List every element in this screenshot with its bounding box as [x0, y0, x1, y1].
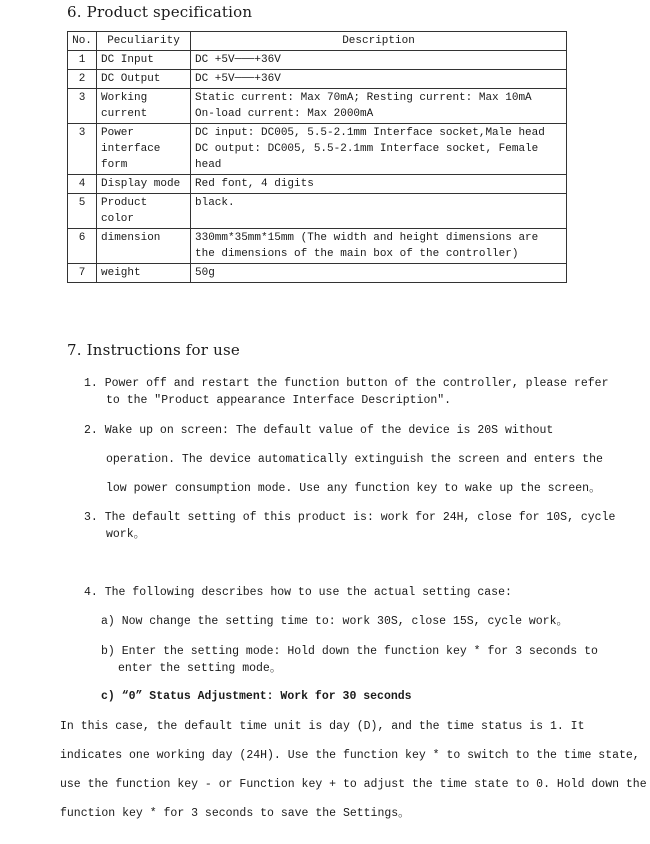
instruction-line: 2. Wake up on screen: The default value of the device is 20S without — [84, 424, 554, 437]
header-description: Description — [191, 32, 567, 51]
instruction-line: 1. Power off and restart the function button of the controller, please refer — [84, 377, 609, 390]
spec-description-line: 330mm*35mm*15mm (The width and height dimensions are — [195, 232, 539, 244]
spec-description — [191, 175, 567, 194]
spec-description-line: DC +5V───+36V — [195, 73, 281, 85]
spec-description-line: 50g — [195, 267, 215, 279]
instruction-line: enter the setting mode。 — [118, 662, 282, 675]
header-peculiarity: Peculiarity — [97, 32, 191, 51]
spec-peculiarity: Product color — [97, 194, 191, 229]
spec-description-line: DC input: DC005, 5.5-2.1mm Interface socket,Male head — [195, 127, 545, 139]
instruction-line: 4. The following describes how to use the actual setting case: — [84, 586, 512, 599]
spec-row — [68, 89, 567, 124]
section-6-heading: 6. Product specification — [67, 3, 253, 21]
spec-peculiarity: Display mode — [97, 175, 191, 194]
instruction-line: operation. The device automatically extinguish the screen and enters the — [106, 453, 603, 466]
spec-peculiarity: DC Input — [97, 51, 191, 70]
spec-row — [68, 229, 567, 264]
spec-description — [191, 70, 567, 89]
spec-row-number: 7 — [68, 264, 97, 283]
table-header-row — [68, 32, 567, 51]
instruction-line: use the function key - or Function key + to adjust the time state to 0. Hold down the — [60, 778, 647, 791]
spec-row-number: 3 — [68, 89, 97, 124]
spec-description-line: Red font, 4 digits — [195, 178, 314, 190]
spec-row-number: 4 — [68, 175, 97, 194]
spec-description-line: DC output: DC005, 5.5-2.1mm Interface socket, Female head — [195, 143, 539, 171]
spec-description — [191, 194, 567, 229]
spec-peculiarity: weight — [97, 264, 191, 283]
spec-row-number: 2 — [68, 70, 97, 89]
spec-description — [191, 124, 567, 175]
spec-row-number: 5 — [68, 194, 97, 229]
spec-description-line: DC +5V───+36V — [195, 54, 281, 66]
spec-description-line: On-load current: Max 2000mA — [195, 108, 374, 120]
instruction-line: to the "Product appearance Interface Description". — [106, 394, 452, 407]
instruction-line: b) Enter the setting mode: Hold down the function key * for 3 seconds to — [101, 645, 598, 658]
instruction-line: c) “0” Status Adjustment: Work for 30 seconds — [101, 690, 412, 703]
instruction-line: a) Now change the setting time to: work 30S, close 15S, cycle work。 — [101, 615, 568, 628]
spec-description-line: black. — [195, 197, 235, 209]
spec-description-line: Static current: Max 70mA; Resting current: Max 10mA — [195, 92, 532, 104]
spec-row — [68, 70, 567, 89]
spec-peculiarity: DC Output — [97, 70, 191, 89]
spec-description — [191, 229, 567, 264]
product-spec-table — [67, 31, 567, 283]
spec-row — [68, 51, 567, 70]
spec-row — [68, 264, 567, 283]
spec-row — [68, 175, 567, 194]
spec-row-number: 3 — [68, 124, 97, 175]
instruction-line: low power consumption mode. Use any function key to wake up the screen。 — [106, 482, 601, 495]
instruction-line: work。 — [106, 528, 146, 541]
spec-row-number: 1 — [68, 51, 97, 70]
spec-row — [68, 194, 567, 229]
spec-row-number: 6 — [68, 229, 97, 264]
instruction-line: function key * for 3 seconds to save the Settings。 — [60, 807, 410, 820]
instruction-line: indicates one working day (24H). Use the function key * to switch to the time state, — [60, 749, 640, 762]
spec-peculiarity: Working current — [97, 89, 191, 124]
spec-description — [191, 89, 567, 124]
instruction-line: 3. The default setting of this product is: work for 24H, close for 10S, cycle — [84, 511, 616, 524]
section-7-heading: 7. Instructions for use — [67, 341, 240, 359]
instruction-line: In this case, the default time unit is day (D), and the time status is 1. It — [60, 720, 585, 733]
spec-description-line: the dimensions of the main box of the controller) — [195, 248, 519, 260]
spec-peculiarity: dimension — [97, 229, 191, 264]
spec-peculiarity: Power interface form — [97, 124, 191, 175]
header-no: No. — [68, 32, 97, 51]
spec-description — [191, 51, 567, 70]
spec-description — [191, 264, 567, 283]
spec-row — [68, 124, 567, 175]
